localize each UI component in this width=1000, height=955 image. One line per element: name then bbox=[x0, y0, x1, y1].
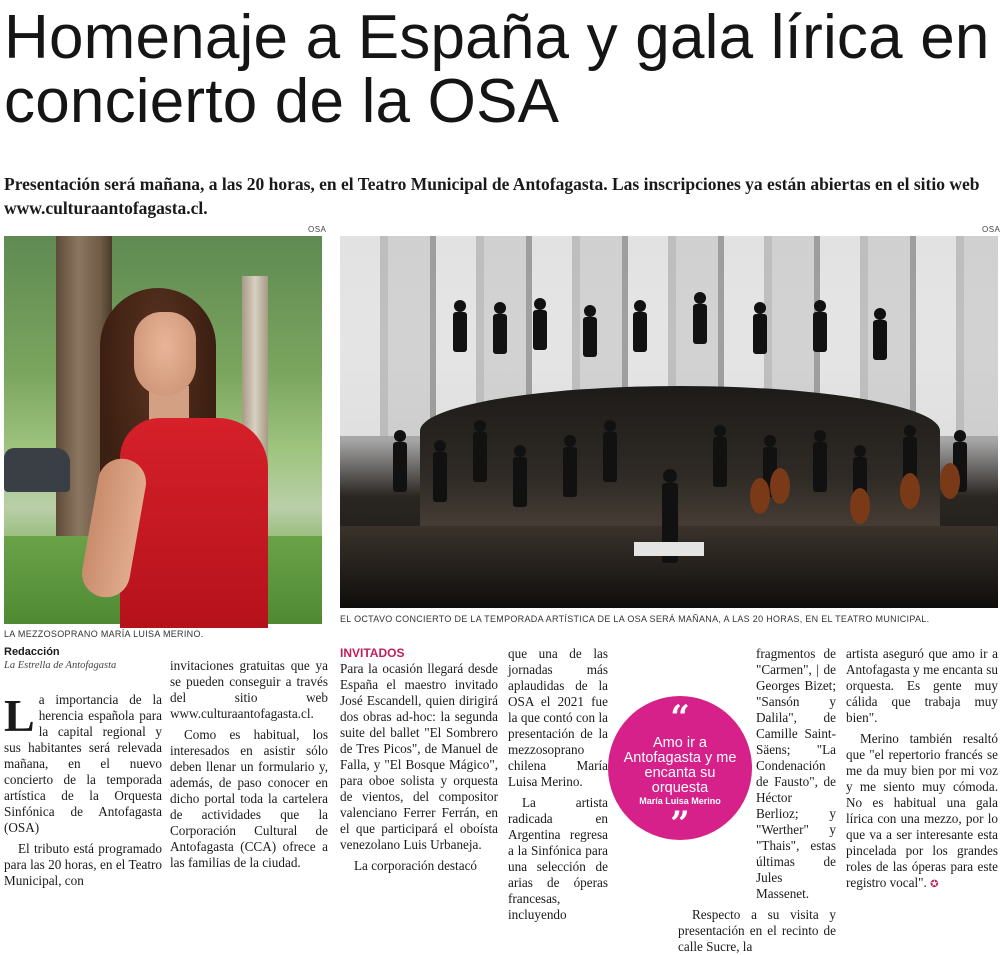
pull-quote bbox=[608, 696, 752, 844]
paragraph-text: a importancia de la herencia española para la capital regional y sus habitantes será relevada mañana, en el nuevo concierto de la temporada artística de la Orquesta Sinfónica de Antofagasta (OSA) bbox=[4, 692, 162, 835]
column-3 bbox=[340, 646, 498, 874]
column-1 bbox=[4, 646, 162, 889]
paragraph: invitaciones gratuitas que ya se pueden conseguir a través del sitio web www.culturaantofagasta.cl. bbox=[170, 658, 328, 721]
paragraph: La corporación destacó bbox=[354, 858, 478, 873]
paragraph bbox=[846, 731, 998, 893]
orchestra-photo bbox=[340, 236, 998, 608]
caption-orchestra: EL OCTAVO CONCIERTO DE LA TEMPORADA ARTÍSTICA DE LA OSA SERÁ MAÑANA, A LAS 20 HORAS, EN EL TEATRO MUNICIPAL. bbox=[340, 614, 930, 624]
open-quote-icon: “ bbox=[670, 698, 690, 738]
paragraph: fragmentos de "Carmen", | de Georges Bizet; "Sansón y Dalila", de Camille Saint-Säens; "La Condenación de Fausto", de Héctor Berlioz; y "Werther" y "Thais", estas últimas de Jules Massenet. bbox=[756, 646, 836, 901]
paragraph bbox=[4, 692, 162, 836]
dropcap: L bbox=[4, 690, 35, 741]
pull-quote-text: Amo ir a Antofagasta y me encanta su orquesta bbox=[623, 735, 737, 796]
paragraph: El tributo está programado para las 20 horas, en el Teatro Municipal, con bbox=[4, 841, 162, 888]
pull-quote-author: María Luisa Merino bbox=[639, 796, 721, 806]
paragraph: La artista radicada en Argentina regresa a la Sinfónica para una selección de arias de óperas francesas, incluyendo bbox=[508, 795, 608, 922]
caption-portrait: LA MEZZOSOPRANO MARÍA LUISA MERINO. bbox=[4, 629, 204, 639]
section-heading-invitados: INVITADOS bbox=[340, 646, 405, 660]
red-dress bbox=[120, 418, 268, 628]
subhead: Presentación será mañana, a las 20 horas, en el Teatro Municipal de Antofagasta. Las inscripciones ya están abiertas en el sitio web www.culturaantofagasta.cl. bbox=[4, 174, 980, 218]
paragraph: Respecto a su visita y presentación en el recinto de calle Sucre, la bbox=[678, 907, 836, 954]
byline-outlet: La Estrella de Antofagasta bbox=[4, 660, 117, 671]
photo-credit-left: OSA bbox=[308, 225, 327, 234]
end-mark-icon: ✪ bbox=[930, 879, 939, 890]
mezzosoprano-photo bbox=[4, 236, 322, 624]
musicians-silhouettes bbox=[340, 236, 998, 608]
close-quote-icon: ” bbox=[670, 804, 690, 844]
paragraph: Como es habitual, los interesados en asistir sólo deben llenar un formulario y, además, de paso conocer en dicho portal toda la cartelera de actividades que la Corporación Cultural de Antofagasta (CCA) ofrece a las familias de la ciudad. bbox=[170, 727, 328, 870]
paragraph: que una de las jornadas más aplaudidas de la OSA el 2021 fue la que contó con la presentación de la mezzosoprano chilena María Luisa Merino. bbox=[508, 646, 608, 789]
paragraph: artista aseguró que amo ir a Antofagasta y me encanta su orquesta. Es gente muy cálida que trabaja muy bien". bbox=[846, 646, 998, 725]
photo-credit-right: OSA bbox=[982, 225, 1000, 234]
headline: Homenaje a España y gala lírica en concierto de la OSA bbox=[4, 3, 990, 136]
column-6 bbox=[846, 646, 998, 893]
paragraph: Para la ocasión llegará desde España el maestro invitado José Escandell, quien dirigirá dos obras ad-hoc: la segunda suite del ballet "El Sombrero de Tres Picos", de Manuel de Falla, y "El Bosque Mágico", para oboe solista y orquesta de vientos, del compositor valenciano Ferrer Ferrán, en el que participará el oboísta venezolano Luis Urbaneja. bbox=[340, 661, 498, 852]
face bbox=[134, 312, 196, 396]
column-2 bbox=[170, 646, 328, 871]
parked-car bbox=[4, 448, 70, 492]
paragraph-text: Merino también resaltó que "el repertorio francés se me da muy bien por mi voz y me siento muy cómoda. No es habitual una gala lírica con una mezzo, por lo que va a ser interesante esta pincelada por los grandes roles de las óperas para este registro vocal". bbox=[846, 731, 998, 890]
byline-author: Redacción bbox=[4, 646, 60, 658]
